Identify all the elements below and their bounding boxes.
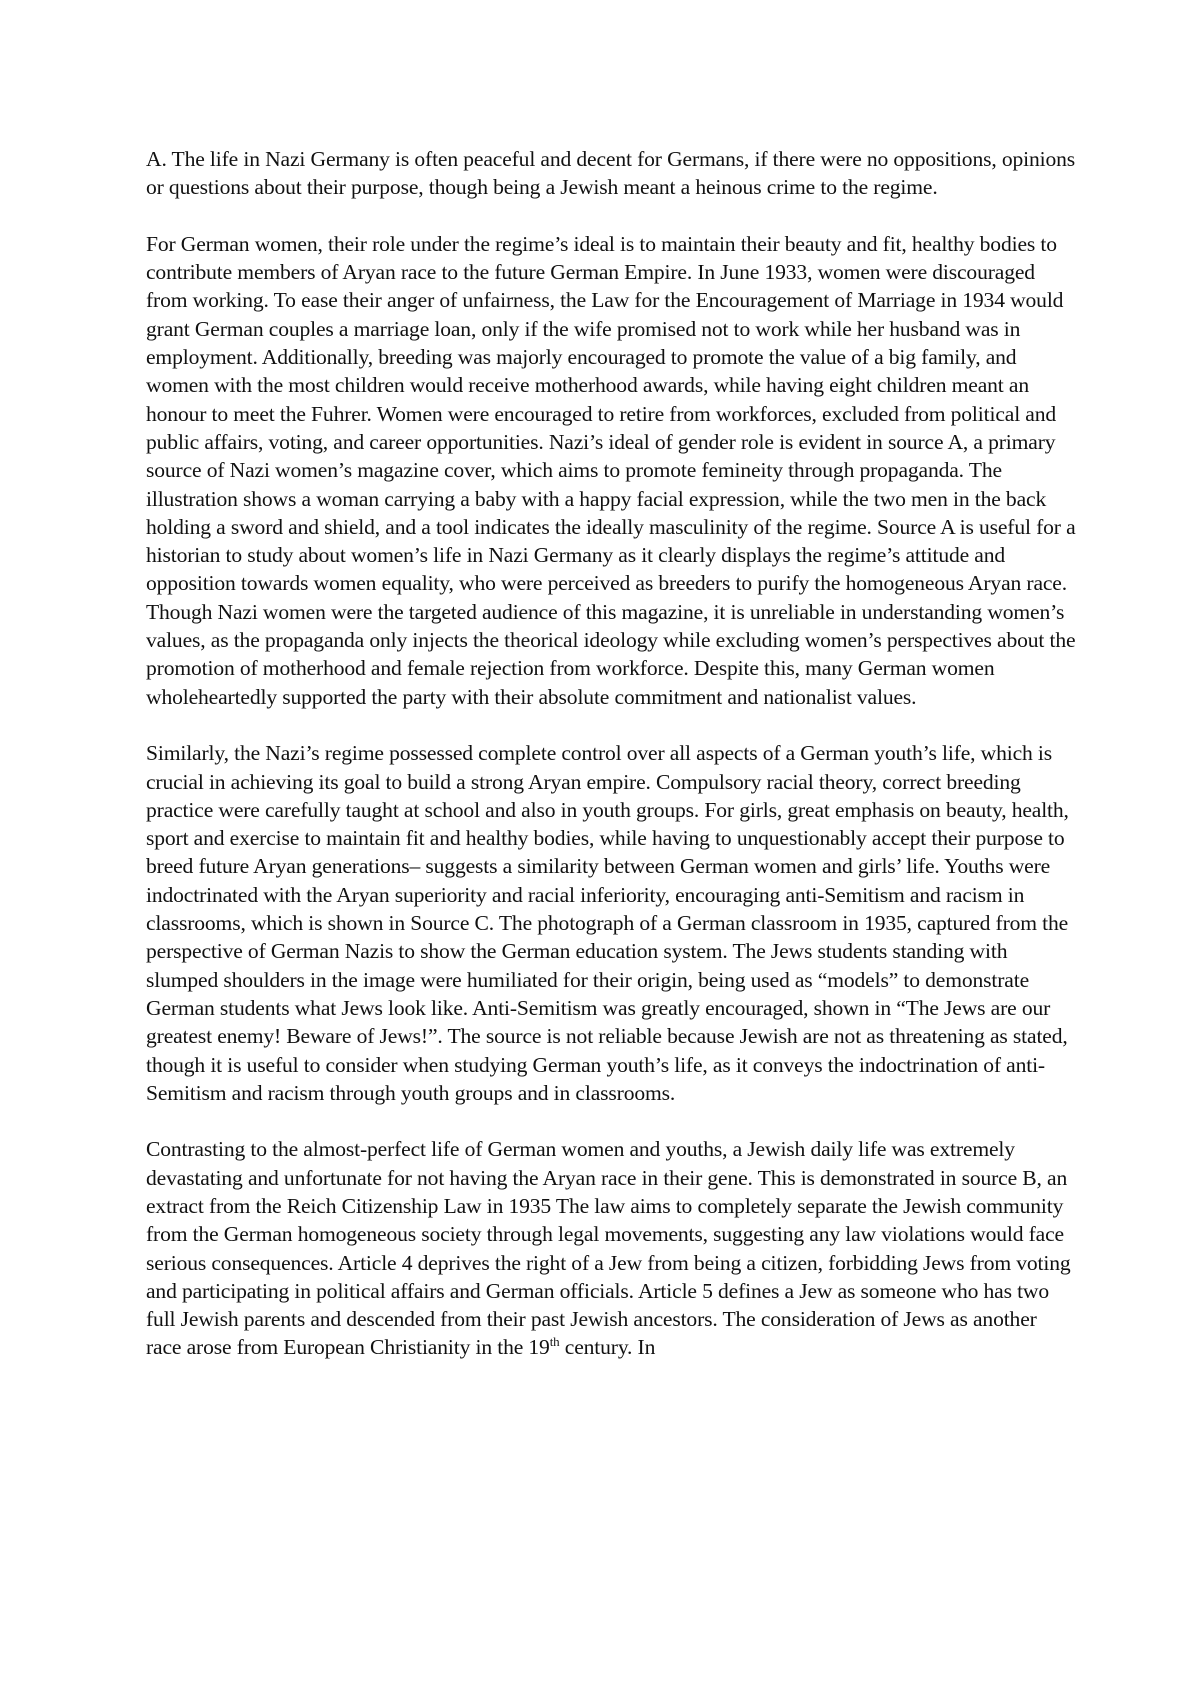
paragraph-intro: A. The life in Nazi Germany is often peaceful and decent for Germans, if there were no oppositions, opinions or questions about their purpose, though being a Jewish meant a heinous crime to the regime.	[146, 147, 1076, 200]
paragraph-jewish-life-text: Contrasting to the almost-perfect life of German women and youths, a Jewish daily life was extremely devastating and unfortunate for not having the Aryan race in their gene. This is demonstrated in source B, an extract from the Reich Citizenship Law in 1935 The law aims to completely separate the Jewish community from the German homogeneous society through legal movements, suggesting any law violations would face serious consequences. Article 4 deprives the right of a Jew from being a citizen, forbidding Jews from voting and participating in political affairs and German officials. Article 5 defines a Jew as someone who has two full Jewish parents and descended from their past Jewish ancestors. The consideration of Jews as another race arose from European Christianity in the 19	[146, 1137, 1071, 1360]
paragraph-jewish-life-tail: century. In	[559, 1335, 656, 1360]
superscript-th: th	[549, 1334, 560, 1350]
paragraph-women: For German women, their role under the regime’s ideal is to maintain their beauty and fit, healthy bodies to contribute members of Aryan race to the future German Empire. In June 1933, women were discouraged from working. To ease their anger of unfairness, the Law for the Encouragement of Marriage in 1934 would grant German couples a marriage loan, only if the wife promised not to work while her husband was in employment. Additionally, breeding was majorly encouraged to promote the value of a big family, and women with the most children would receive motherhood awards, while having eight children meant an honour to meet the Fuhrer. Women were encouraged to retire from workforces, excluded from political and public affairs, voting, and career opportunities. Nazi’s ideal of gender role is evident in source A, a primary source of Nazi women’s magazine cover, which aims to promote femineity through propaganda. The illustration shows a woman carrying a baby with a happy facial expression, while the two men in the back holding a sword and shield, and a tool indicates the ideally masculinity of the regime. Source A is useful for a historian to study about women’s life in Nazi Germany as it clearly displays the regime’s attitude and opposition towards women equality, who were perceived as breeders to purify the homogeneous Aryan race. Though Nazi women were the targeted audience of this magazine, it is unreliable in understanding women’s values, as the propaganda only injects the theorical ideology while excluding women’s perspectives about the promotion of motherhood and female rejection from workforce. Despite this, many German women wholeheartedly supported the party with their absolute commitment and nationalist values.	[146, 231, 1076, 709]
document-page	[146, 145, 1076, 1362]
paragraph-jewish-life	[146, 1135, 1076, 1361]
paragraph-youth: Similarly, the Nazi’s regime possessed complete control over all aspects of a German youth’s life, which is crucial in achieving its goal to build a strong Aryan empire. Compulsory racial theory, correct breeding practice were carefully taught at school and also in youth groups. For girls, great emphasis on beauty, health, sport and exercise to maintain fit and healthy bodies, while having to unquestionably accept their purpose to breed future Aryan generations– suggests a similarity between German women and girls’ life. Youths were indoctrinated with the Aryan superiority and racial inferiority, encouraging anti-Semitism and racism in classrooms, which is shown in Source C. The photograph of a German classroom in 1935, captured from the perspective of German Nazis to show the German education system. The Jews students standing with slumped shoulders in the image were humiliated for their origin, being used as “models” to demonstrate German students what Jews look like. Anti-Semitism was greatly encouraged, shown in “The Jews are our greatest enemy! Beware of Jews!”. The source is not reliable because Jewish are not as threatening as stated, though it is useful to consider when studying German youth’s life, as it conveys the indoctrination of anti-Semitism and racism through youth groups and in classrooms.	[146, 741, 1069, 1105]
